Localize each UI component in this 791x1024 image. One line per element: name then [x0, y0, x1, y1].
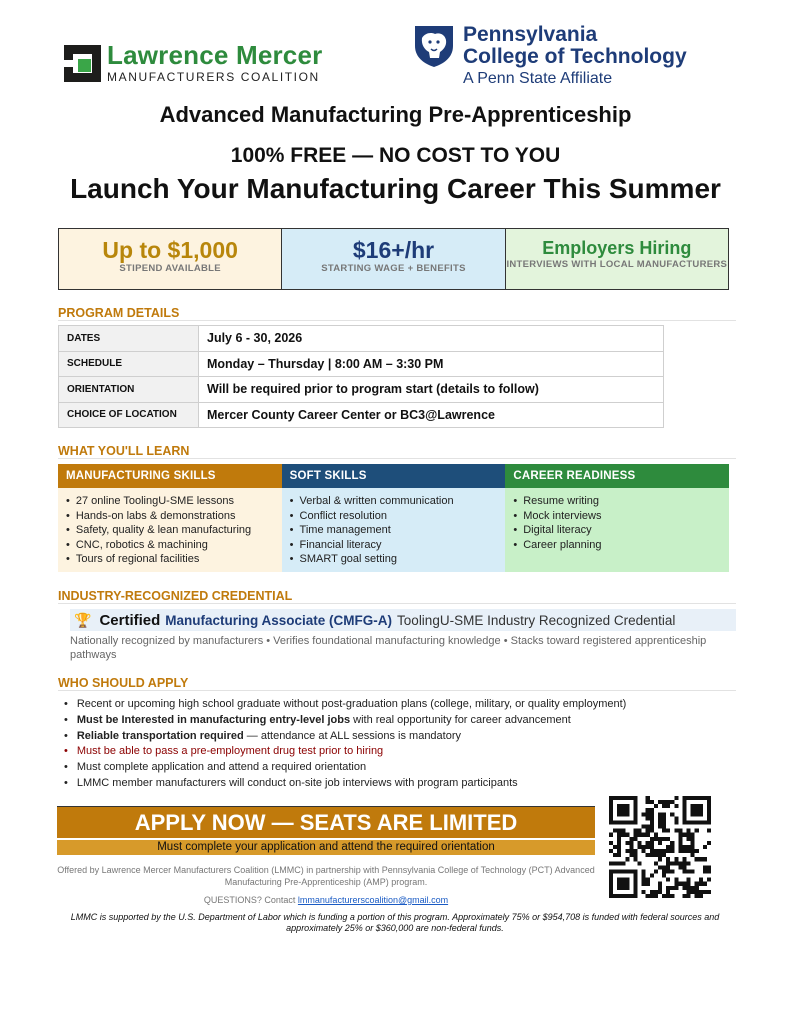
pct-name-line2: College of Technology [463, 45, 687, 68]
row-value: Will be required prior to program start (details to follow) [199, 377, 664, 403]
program-details-table [58, 325, 664, 428]
requirement-bold: Reliable transportation required [76, 729, 244, 742]
table-row [59, 377, 664, 403]
list-item: • Resume writing [513, 494, 729, 509]
column-title: CAREER READINESS [505, 464, 729, 488]
row-value: Mercer County Career Center or BC3@Lawrence [199, 402, 664, 428]
program-details-heading: PROGRAM DETAILS [58, 306, 180, 320]
funding-disclaimer: LMMC is supported by the U.S. Department of Labor which is funding a portion of this program. Approximately 75% or $954,708 is funded with federal sources and approximately 25% or $360,000 are non-federal funds. [70, 912, 720, 933]
certified-label: Certified [99, 611, 161, 629]
list-item: • Mock interviews [513, 509, 729, 524]
list-item: • CNC, robotics & machining [66, 538, 282, 553]
row-key: ORIENTATION [59, 377, 199, 403]
manufacturing-skills-column [58, 464, 282, 572]
requirement-rest: — attendance at ALL sessions is mandatory [243, 729, 462, 742]
wage-value: $16+/hr [352, 237, 435, 263]
row-value: July 6 - 30, 2026 [199, 326, 664, 352]
table-row [59, 326, 664, 352]
requirement-bold: Must be Interested in manufacturing entry-level jobs [76, 713, 351, 726]
list-item: • Verbal & written communication [290, 494, 506, 509]
row-key: CHOICE OF LOCATION [59, 402, 199, 428]
list-item: • Recent or upcoming high school graduate without post-graduation plans (college, military, or quality employment) [64, 697, 754, 713]
stipend-label: STIPEND AVAILABLE [119, 263, 221, 274]
employers-box [506, 229, 728, 289]
row-value: Monday – Thursday | 8:00 AM – 3:30 PM [199, 351, 664, 377]
list-item: • Digital literacy [513, 523, 729, 538]
lmmc-logo-icon [64, 45, 101, 82]
program-title: Advanced Manufacturing Pre-Apprenticeship [159, 102, 632, 127]
trophy-icon: 🏆 [74, 611, 92, 628]
employers-value: Employers Hiring [542, 238, 692, 258]
credential-issuer: ToolingU-SME Industry Recognized Credential [397, 612, 676, 628]
list-item [64, 729, 754, 745]
employers-label: INTERVIEWS WITH LOCAL MANUFACTURERS [506, 259, 728, 270]
launch-headline: Launch Your Manufacturing Career This Summer [70, 173, 721, 204]
questions-line [57, 895, 595, 905]
qr-code-icon[interactable] [609, 796, 711, 898]
list-item: • Must complete application and attend a required orientation [64, 760, 754, 776]
list-item [64, 713, 754, 729]
learn-heading: WHAT YOU'LL LEARN [58, 444, 190, 458]
credential-name: Manufacturing Associate (CMFG-A) [165, 612, 393, 628]
table-row [59, 351, 664, 377]
divider [58, 320, 736, 321]
partnership-note: Offered by Lawrence Mercer Manufacturers Coalition (LMMC) in partnership with Pennsylvania College of Technology (PCT) Advanced Manufacturing Pre-Apprenticeship (AMP) program. [57, 865, 595, 887]
list-item: • Safety, quality & lean manufacturing [66, 523, 282, 538]
pct-logo [413, 24, 687, 90]
row-key: DATES [59, 326, 199, 352]
contact-email-link[interactable]: lmmanufacturerscoalition@gmail.com [297, 895, 449, 905]
apply-subtext: Must complete your application and attend the required orientation [57, 840, 595, 855]
pct-affiliate: A Penn State Affiliate [463, 70, 613, 87]
list-item: • LMMC member manufacturers will conduct on-site job interviews with program participants [64, 776, 754, 792]
column-title: SOFT SKILLS [282, 464, 506, 488]
requirement-rest: with real opportunity for career advancement [350, 713, 571, 726]
wage-label: STARTING WAGE + BENEFITS [321, 263, 466, 274]
apply-now-banner: APPLY NOW — SEATS ARE LIMITED [57, 806, 595, 838]
pct-name-line1: Pennsylvania [463, 23, 598, 46]
list-item: • Hands-on labs & demonstrations [66, 509, 282, 524]
list-item: • Time management [290, 523, 506, 538]
credential-bar [70, 609, 736, 631]
table-row [59, 402, 664, 428]
list-item: • Financial literacy [290, 538, 506, 553]
eligibility-list [64, 697, 754, 792]
list-item: • Must be able to pass a pre-employment drug test prior to hiring [64, 744, 754, 760]
lmmc-name: Lawrence Mercer [107, 40, 323, 70]
credential-note: Nationally recognized by manufacturers • Verifies foundational manufacturing knowledge • Stacks toward registered apprenticeship pathways [70, 635, 707, 661]
credential-heading: INDUSTRY-RECOGNIZED CREDENTIAL [58, 589, 293, 603]
stipend-box [59, 229, 282, 289]
wage-box [282, 229, 505, 289]
lmmc-logo [64, 42, 322, 84]
column-title: MANUFACTURING SKILLS [58, 464, 282, 488]
divider [58, 690, 736, 691]
career-readiness-column [505, 464, 729, 572]
row-key: SCHEDULE [59, 351, 199, 377]
soft-skills-column [282, 464, 506, 572]
list-item: • Career planning [513, 538, 729, 553]
penn-state-shield-icon [413, 24, 455, 68]
free-headline: 100% FREE — NO COST TO YOU [230, 144, 561, 167]
divider [58, 458, 736, 459]
divider [58, 603, 736, 604]
stipend-value: Up to $1,000 [102, 237, 238, 263]
highlight-boxes [58, 228, 729, 290]
learn-columns [58, 464, 729, 572]
list-item: • Tours of regional facilities [66, 552, 282, 567]
lmmc-subtitle: MANUFACTURERS COALITION [107, 70, 320, 84]
list-item: • Conflict resolution [290, 509, 506, 524]
list-item: • SMART goal setting [290, 552, 506, 567]
questions-label: QUESTIONS? Contact [203, 895, 298, 905]
list-item: • 27 online ToolingU-SME lessons [66, 494, 282, 509]
who-heading: WHO SHOULD APPLY [58, 676, 189, 690]
